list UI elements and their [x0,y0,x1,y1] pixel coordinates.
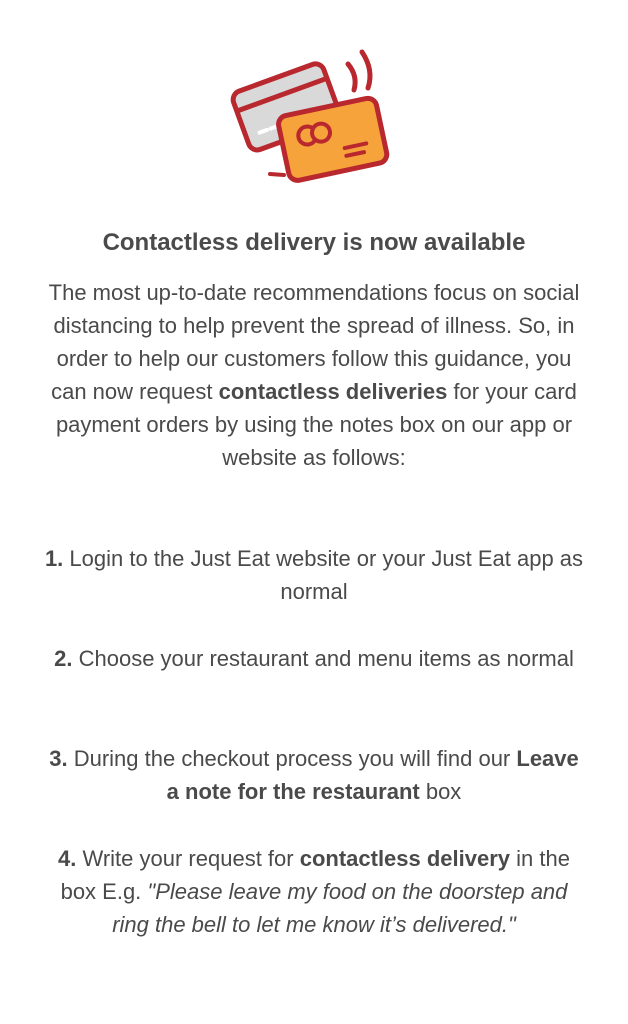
step-number: 3. [49,746,68,771]
step-number: 1. [44,546,64,571]
step-text: During the checkout process you will find our [67,746,517,771]
step-text: Login to the Just Eat website or your Just Eat app as normal [63,546,584,604]
step-1 [44,542,584,608]
intro-bold-text: contactless deliveries [218,379,448,404]
step-bold-text: Leave a note for the restaurant [166,746,579,804]
step-3 [44,742,584,808]
contactless-card-icon [224,44,400,184]
example-note-text: "Please leave my food on the doorstep and ring the bell to let me know it’s delivered." [112,879,568,937]
step-number: 2. [54,646,73,671]
step-number: 4. [58,846,77,871]
step-4 [44,842,584,941]
step-2 [44,642,584,675]
step-bold-text: contactless delivery [299,846,511,871]
step-text: Write your request for [76,846,300,871]
intro-text-1: The most up-to-date recommendations focus on social distancing to help prevent the spread of illness. So, in order to help our customers follow this guidance, you can now request [48,280,580,404]
step-text-end: box [419,779,462,804]
step-text-mid: in the box E.g. [60,846,570,904]
intro-paragraph [44,276,584,474]
page-title: Contactless delivery is now available [102,229,526,256]
intro-text-2: for your card payment orders by using the notes box on our app or website as follows: [55,379,577,470]
step-text: Choose your restaurant and menu items as normal [72,646,574,671]
